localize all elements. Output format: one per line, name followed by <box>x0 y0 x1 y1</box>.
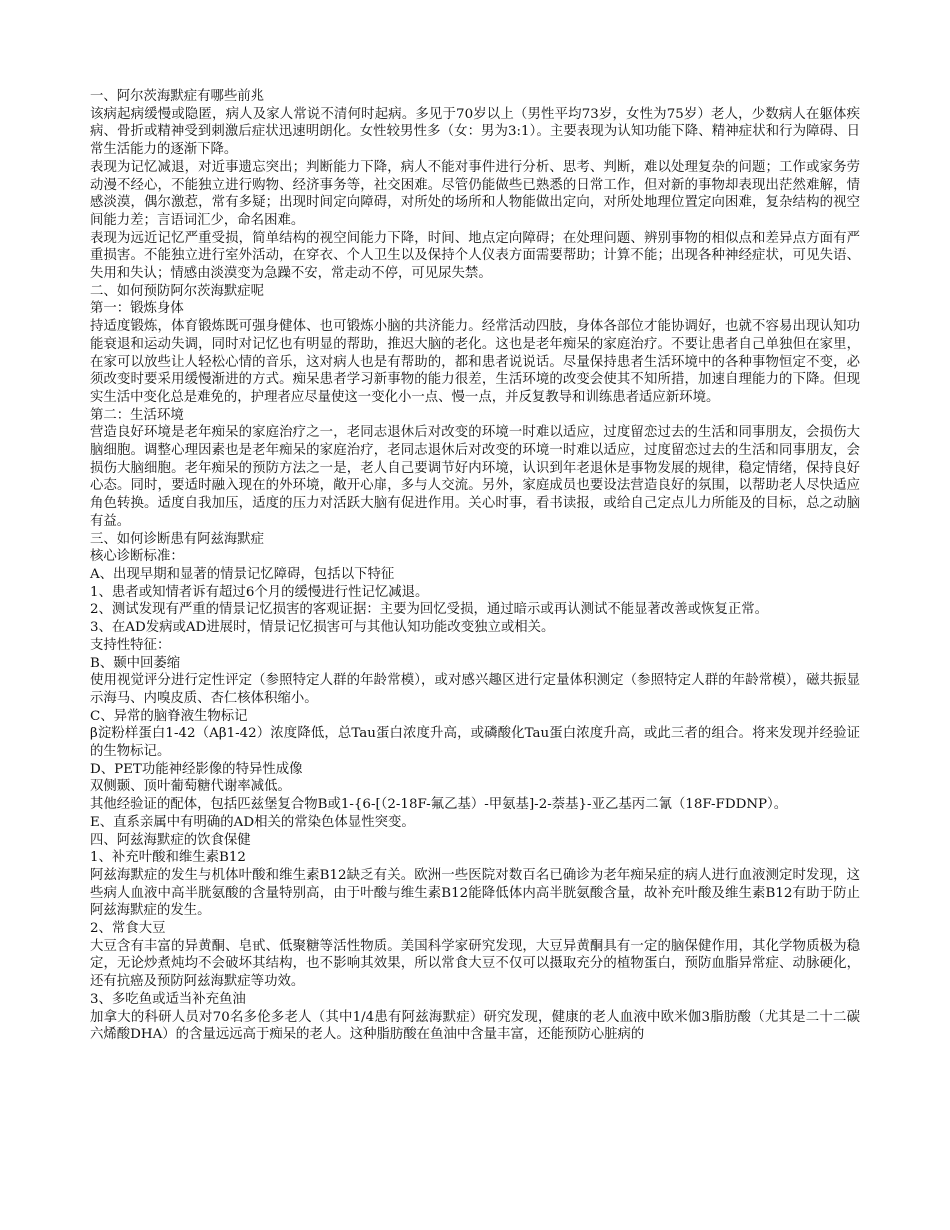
section-heading: 1、补充叶酸和维生素B12 <box>90 850 246 866</box>
paragraph: E、直系亲属中有明确的AD相关的常染色体显性突变。 <box>90 814 415 830</box>
paragraph: 使用视觉评分进行定性评定（参照特定人群的年龄常模），或对感兴趣区进行定量体积测定（参照特定人群的年龄常模），磁共振显示海马、内嗅皮质、杏仁核体积缩小。 <box>90 673 860 706</box>
paragraph: 阿兹海默症的发生与机体叶酸和维生素B12缺乏有关。欧洲一些医院对数百名已确诊为老年痴呆症的病人进行血液测定时发现，这些病人血液中高半胱氨酸的含量特别高，由于叶酸与维生素B12能降低体内高半胱氨酸含量，故补充叶酸及维生素B12有助于防止阿兹海默症的发生。 <box>90 867 860 919</box>
paragraph: 加拿大的科研人员对70名多伦多老人（其中1/4患有阿兹海默症）研究发现，健康的老人血液中欧米伽3脂肪酸（尤其是二十二碳六烯酸DHA）的含量远远高于痴呆的老人。这种脂肪酸在鱼油中含量丰富，还能预防心脏病的 <box>90 1009 860 1043</box>
section-heading: 一、阿尔茨海默症有哪些前兆 <box>90 89 265 104</box>
section-heading: 第二：生活环境 <box>90 407 184 423</box>
paragraph: 营造良好环境是老年痴呆的家庭治疗之一，老同志退休后对改变的环境一时难以适应，过度留恋过去的生活和同事朋友，会损伤大脑细胞。调整心理因素也是老年痴呆的家庭治疗，老同志退休后对改变的环境一时难以适应，过度留恋过去的生活和同事朋友，会损伤大脑细胞。老年痴呆的预防方法之一是，老人自己要调节好内环境，认识到年老退休是事物发展的规律，稳定情绪，保持良好心态。同时，要适时融入现在的外环境，敞开心扉，多与人交流。另外，家庭成员也要设法营造良好的氛围，以帮助老人尽快适应角色转换。适度自我加压，适度的压力对活跃大脑有促进作用。关心时事，看书读报，或给自己定点儿力所能及的目标，总之动脑有益。 <box>90 425 860 529</box>
section-heading: 四、阿兹海默症的饮食保健 <box>90 832 251 848</box>
paragraph: B、颞中回萎缩 <box>90 655 181 671</box>
paragraph: 双侧颞、顶叶葡萄糖代谢率减低。 <box>90 779 291 795</box>
paragraph: 3、在AD发病或AD进展时，情景记忆损害可与其他认知功能改变独立或相关。 <box>90 620 555 636</box>
paragraph: 其他经验证的配体，包括匹兹堡复合物B或1-{6-[（2-18F-氟乙基）-甲氨基]-2-萘基}-亚乙基丙二氰（18F-FDDNP）。 <box>90 797 788 813</box>
section-heading: 支持性特征： <box>90 637 171 653</box>
paragraph: 2、测试发现有严重的情景记忆损害的客观证据：主要为回忆受损，通过暗示或再认测试不能显著改善或恢复正常。 <box>90 602 769 618</box>
paragraph: C、异常的脑脊液生物标记 <box>90 708 248 724</box>
paragraph: 大豆含有丰富的异黄酮、皂甙、低聚糖等活性物质。美国科学家研究发现，大豆异黄酮具有一定的脑保健作用，其化学物质极为稳定，无论炒煮炖均不会破坏其结构，也不影响其效果，所以常食大豆不仅可以摄取充分的植物蛋白，预防血脂异常症、动脉硬化，还有抗癌及预防阿兹海默症等功效。 <box>90 938 860 990</box>
section-heading: 第一：锻炼身体 <box>90 301 184 317</box>
document-body <box>90 88 860 1044</box>
paragraph: A、出现早期和显著的情景记忆障碍，包括以下特征 <box>90 566 395 582</box>
section-heading: 2、常食大豆 <box>90 921 166 937</box>
paragraph: 表现为远近记忆严重受损，简单结构的视空间能力下降，时间、地点定向障碍；在处理问题、辨别事物的相似点和差异点方面有严重损害。不能独立进行室外活动，在穿衣、个人卫生以及保持个人仪表方面需要帮助；计算不能；出现各种神经症状，可见失语、失用和失认；情感由淡漠变为急躁不安，常走动不停，可见尿失禁。 <box>90 230 860 282</box>
paragraph: 表现为记忆减退，对近事遗忘突出；判断能力下降，病人不能对事件进行分析、思考、判断，难以处理复杂的问题；工作或家务劳动漫不经心，不能独立进行购物、经济事务等，社交困难。尽管仍能做些已熟悉的日常工作，但对新的事物却表现出茫然难解，情感淡漠，偶尔激惹，常有多疑；出现时间定向障碍，对所处的场所和人物能做出定向，对所处地理位置定向困难，复杂结构的视空间能力差；言语词汇少，命名困难。 <box>90 159 860 228</box>
paragraph: 1、患者或知情者诉有超过6个月的缓慢进行性记忆减退。 <box>90 584 429 600</box>
section-heading: 二、如何预防阿尔茨海默症呢 <box>90 283 265 299</box>
section-heading: 核心诊断标准： <box>90 549 184 565</box>
paragraph: 该病起病缓慢或隐匿，病人及家人常说不清何时起病。多见于70岁以上（男性平均73岁，女性为75岁）老人，少数病人在躯体疾病、骨折或精神受到刺激后症状迅速明朗化。女性较男性多（女：男为3:1）。主要表现为认知功能下降、精神症状和行为障碍、日常生活能力的逐渐下降。 <box>90 106 860 158</box>
section-heading: 3、多吃鱼或适当补充鱼油 <box>90 991 246 1007</box>
paragraph: 持适度锻炼，体育锻炼既可强身健体、也可锻炼小脑的共济能力。经常活动四肢，身体各部位才能协调好，也就不容易出现认知功能衰退和运动失调，同时对记忆也有明显的帮助，推迟大脑的老化。这也是老年痴呆的家庭治疗。不要让患者自己单独但在家里，在家可以放些让人轻松心情的音乐，这对病人也是有帮助的，都和患者说说话。尽量保持患者生活环境中的各种事物恒定不变，必须改变时要采用缓慢渐进的方式。痴呆患者学习新事物的能力很差，生活环境的改变会使其不知所措，加速自理能力的下降。但现实生活中变化总是难免的，护理者应尽量使这一变化小一点、慢一点，并反复教导和训练患者适应新环境。 <box>90 319 860 405</box>
section-heading: 三、如何诊断患有阿兹海默症 <box>90 531 265 547</box>
paragraph: β淀粉样蛋白1-42（Aβ1-42）浓度降低，总Tau蛋白浓度升高，或磷酸化Tau蛋白浓度升高，或此三者的组合。将来发现并经验证的生物标记。 <box>90 726 860 760</box>
paragraph: D、PET功能神经影像的特异性成像 <box>90 761 303 777</box>
